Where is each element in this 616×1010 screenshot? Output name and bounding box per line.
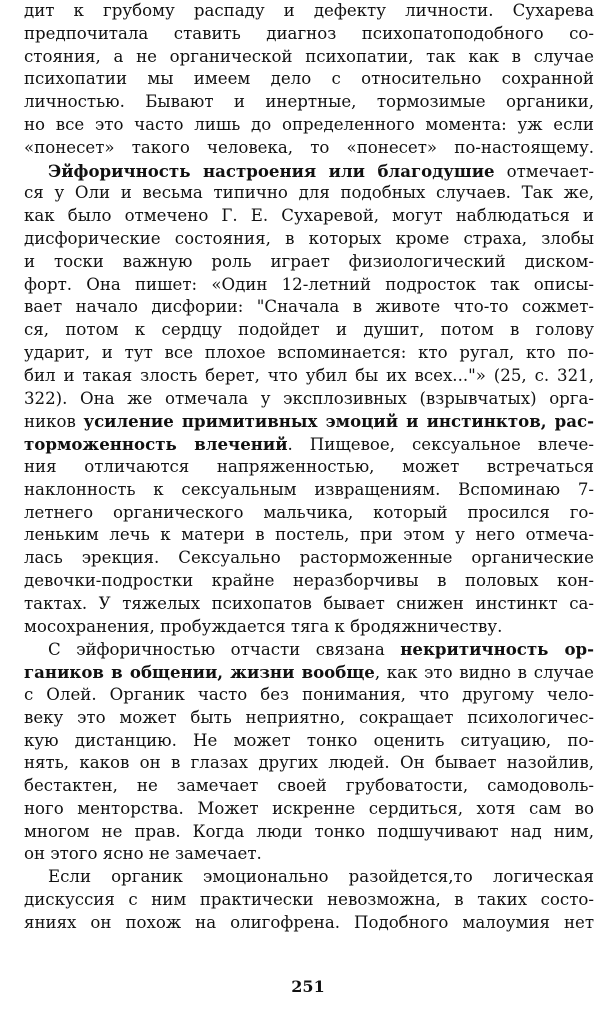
text-run: . Пищевое, сексуальное влече- — [287, 435, 594, 455]
text-line: ся у Оли и весьма типично для подобных случаев. Так же, — [24, 183, 594, 203]
text-line: яниях он похож на олигофрена. Подобного малоумия нет — [24, 912, 594, 932]
text-run: , как это видно в случае — [374, 663, 594, 683]
text-line: предпочитала ставить диагноз психопатоподобного со- — [24, 23, 594, 43]
text-run: ников — [24, 412, 84, 432]
paragraph-start-line: Если органик эмоционально разойдется,то логическая — [48, 867, 594, 887]
text-line: но все это часто лишь до определенного момента: уж если — [24, 114, 594, 134]
bold-term: гаников в общении, жизни вообще — [24, 662, 375, 683]
text-line: бестактен, не замечает своей грубоватости, самодоволь- — [24, 776, 594, 796]
text-line: нять, каков он в глазах других людей. Он бывает назойлив, — [24, 753, 594, 773]
bold-term: усиление примитивных эмоций и инстинктов, рас- — [83, 411, 594, 432]
text-line — [24, 433, 594, 456]
text-line: кую дистанцию. Не может тонко оценить ситуацию, по- — [24, 730, 594, 750]
bold-term: торможенность влечений — [24, 434, 288, 455]
text-line: вает начало дисфории: "Сначала в животе что-то сожмет- — [24, 297, 594, 317]
text-run: С эйфоричностью отчасти связана — [48, 640, 401, 660]
text-line: ния отличаются напряженностью, может встречаться — [24, 456, 594, 476]
paragraph-start-line — [24, 638, 594, 661]
text-line: ся, потом к сердцу подойдет и душит, потом в голову — [24, 320, 594, 340]
text-line — [24, 410, 594, 433]
text-line: стояния, а не органической психопатии, так как в случае — [24, 46, 594, 66]
bold-term: Эйфоричность настроения или благодушие — [48, 160, 495, 181]
text-line: личностью. Бывают и инертные, тормозимые органики, — [24, 92, 594, 112]
text-line: лась эрекция. Сексуально расторможенные органические — [24, 548, 594, 568]
text-line: летнего органического мальчика, который просился го- — [24, 502, 594, 522]
text-line: он этого ясно не замечает. — [24, 844, 262, 864]
text-line — [24, 661, 594, 684]
text-line: бил и такая злость берет, что убил бы их всех..."» (25, с. 321, — [24, 365, 594, 385]
bold-term: некритичность ор- — [400, 639, 594, 660]
text-line: веку это может быть неприятно, сокращает психологичес- — [24, 707, 594, 727]
paragraph-start-line — [24, 160, 594, 183]
text-line: и тоски важную роль играет физиологический диском- — [24, 251, 594, 271]
text-line: как было отмечено Г. Е. Сухаревой, могут наблюдаться и — [24, 206, 594, 226]
text-line: форт. Она пишет: «Один 12-летний подросток так описы- — [24, 274, 594, 294]
text-line: 322). Она же отмечала у эксплозивных (взрывчатых) орга- — [24, 388, 594, 408]
text-line: ного менторства. Может искренне сердиться, хотя сам во — [24, 798, 594, 818]
text-line: дит к грубому распаду и дефекту личности. Сухарева — [24, 1, 594, 20]
book-page-text — [24, 0, 594, 935]
text-line: девочки-подростки крайне неразборчивы в половых кон- — [24, 570, 594, 590]
page-number: 251 — [291, 977, 325, 996]
text-line: наклонность к сексуальным извращениям. Вспоминаю 7- — [24, 479, 594, 499]
text-run: отмечает- — [494, 161, 594, 181]
text-line: леньким лечь к матери в постель, при этом у него отмеча- — [24, 525, 594, 545]
text-line: «понесет» такого человека, то «понесет» по-настоящему. — [24, 137, 594, 157]
text-line: дискуссия с ним практически невозможна, в таких состо- — [24, 890, 594, 910]
text-line: психопатии мы имеем дело с относительно сохранной — [24, 69, 594, 89]
text-line: с Олей. Органик часто без понимания, что другому чело- — [24, 684, 594, 704]
text-line: дисфорические состояния, в которых кроме страха, злобы — [24, 228, 594, 248]
text-line: тактах. У тяжелых психопатов бывает снижен инстинкт са- — [24, 593, 594, 613]
text-line: мосохранения, пробуждается тяга к бродяжничеству. — [24, 616, 503, 636]
text-line: многом не прав. Когда люди тонко подшучивают над ним, — [24, 821, 594, 841]
text-line: ударит, и тут все плохое вспоминается: кто ругал, кто по- — [24, 342, 594, 362]
